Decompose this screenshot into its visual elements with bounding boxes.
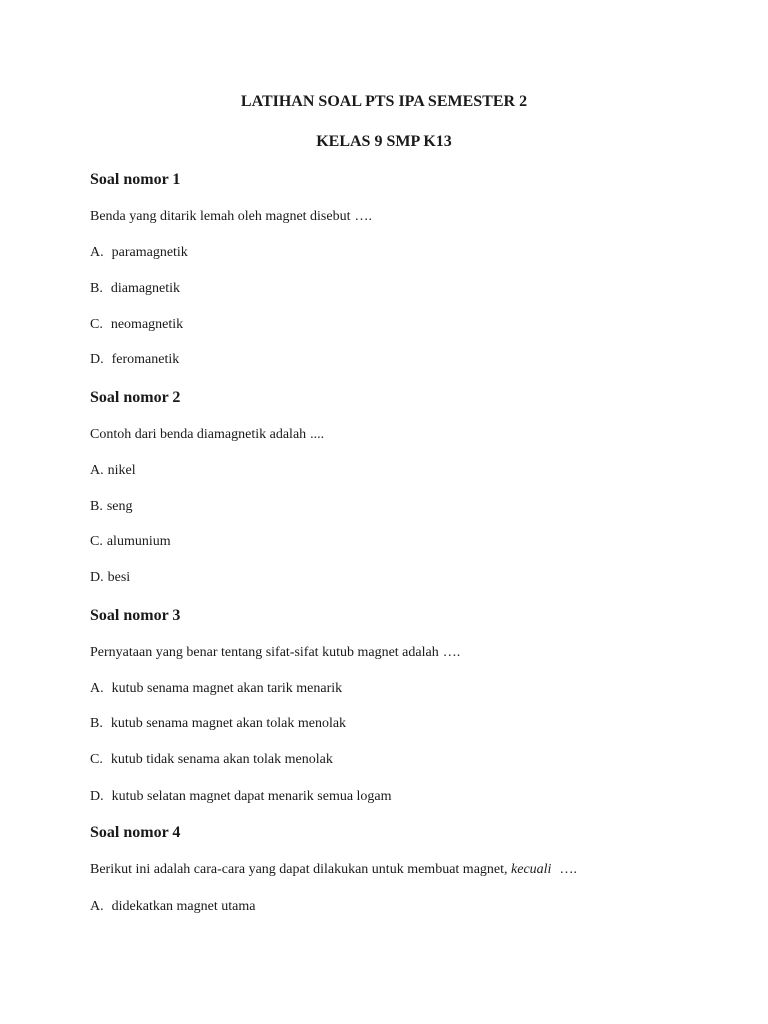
question-4-stem: Berikut ini adalah cara-cara yang dapat dilakukan untuk membuat magnet, kecuali …. [90,862,577,877]
question-3-stem: Pernyataan yang benar tentang sifat-sifat kutub magnet adalah …. [90,645,461,660]
question-3-option-b: B. kutub senama magnet akan tolak menolak [90,716,347,731]
question-1-option-a: A. paramagnetik [90,245,188,260]
question-4-emphasis: kecuali [511,862,552,877]
question-2-option-c: C. alumunium [90,534,171,549]
question-3-heading: Soal nomor 3 [90,607,181,624]
question-1-stem: Benda yang ditarik lemah oleh magnet disebut …. [90,209,372,224]
document-subtitle: KELAS 9 SMP K13 [316,133,452,150]
question-3-option-a: A. kutub senama magnet akan tarik menarik [90,681,343,696]
question-2-option-a: A. nikel [90,463,136,478]
question-1-option-b: B. diamagnetik [90,281,181,296]
question-1-option-d: D. feromanetik [90,352,180,367]
question-2-option-d: D. besi [90,570,131,585]
question-3-option-d: D. kutub selatan magnet dapat menarik semua logam [90,789,392,804]
question-1-heading: Soal nomor 1 [90,171,181,188]
question-2-option-b: B. seng [90,499,133,514]
question-4-heading: Soal nomor 4 [90,824,181,841]
document-title: LATIHAN SOAL PTS IPA SEMESTER 2 [240,93,528,110]
question-2-stem: Contoh dari benda diamagnetik adalah .... [90,427,325,442]
question-1-option-c: C. neomagnetik [90,317,184,332]
question-3-option-c: C. kutub tidak senama akan tolak menolak [90,752,333,767]
question-2-heading: Soal nomor 2 [90,389,181,406]
question-4-option-a: A. didekatkan magnet utama [90,899,256,914]
